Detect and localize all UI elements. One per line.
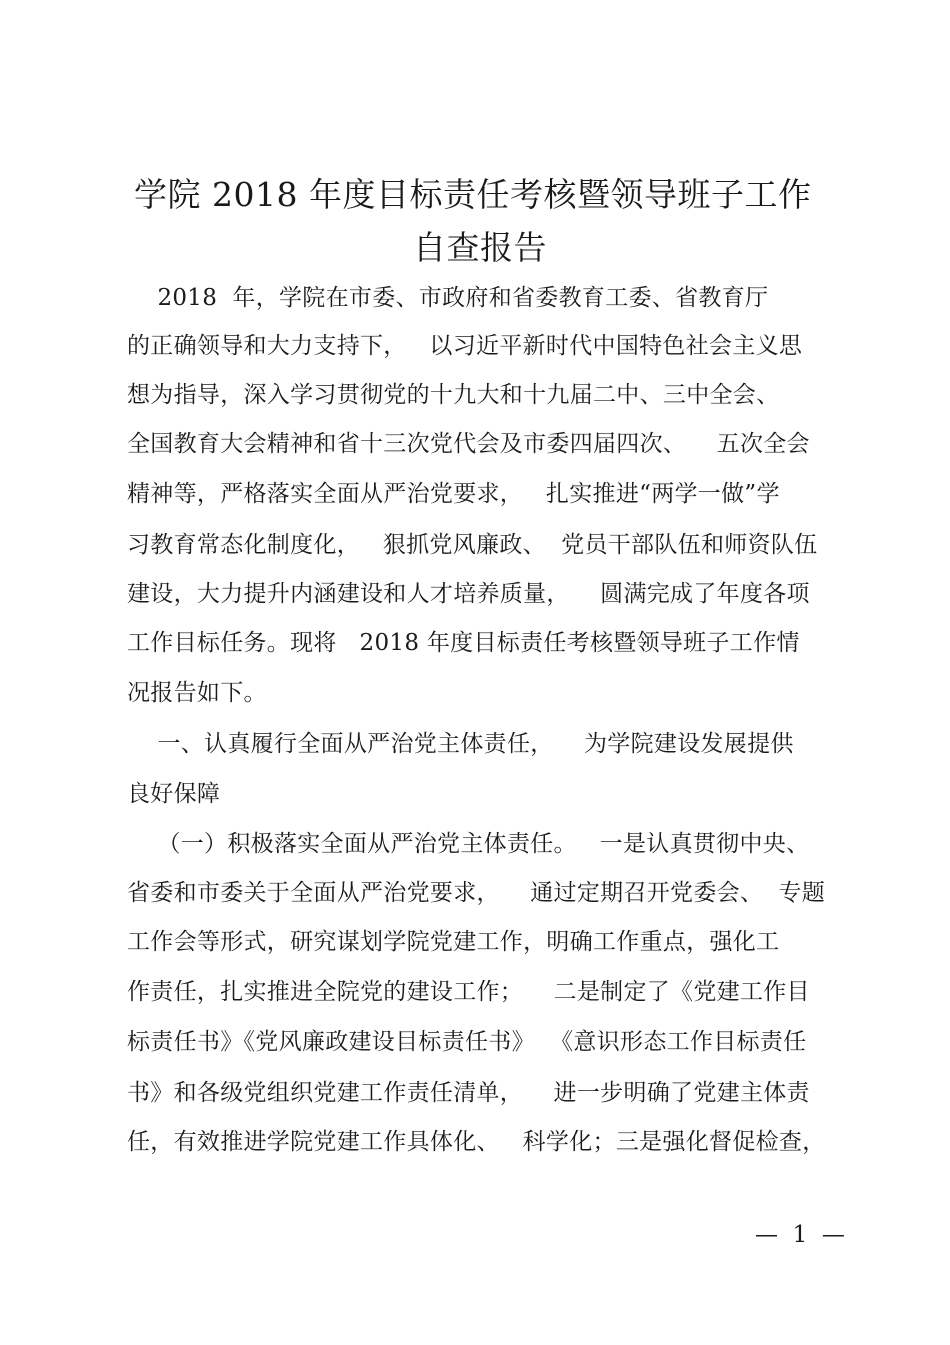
body-line: 书》和各级党组织党建工作责任清单， 进一步明确了党建主体责	[127, 1080, 810, 1106]
body-line: 的正确领导和大力支持下， 以习近平新时代中国特色社会主义思	[127, 333, 803, 359]
document-title-line-1: 学院 2018 年度目标责任考核暨领导班子工作	[134, 175, 812, 214]
body-line: 况报告如下。	[127, 680, 267, 706]
body-line: 建设，大力提升内涵建设和人才培养质量， 圆满完成了年度各项	[127, 581, 810, 607]
page-number: — 1 —	[755, 1222, 845, 1248]
body-line: 全国教育大会精神和省十三次党代会及市委四届四次、 五次全会	[127, 431, 810, 457]
body-line: 省委和市委关于全面从严治党要求， 通过定期召开党委会、 专题	[127, 880, 826, 906]
section-heading-line: 良好保障	[127, 781, 221, 807]
body-line: 标责任书》《党风廉政建设目标责任书》 《意识形态工作目标责任	[127, 1029, 807, 1055]
body-line: 习教育常态化制度化， 狠抓党风廉政、 党员干部队伍和师资队伍	[127, 532, 818, 558]
body-line: 工作会等形式，研究谋划学院党建工作，明确工作重点，强化工	[127, 929, 780, 955]
section-heading-line: 一、认真履行全面从严治党主体责任， 为学院建设发展提供	[127, 731, 794, 757]
body-line: 想为指导，深入学习贯彻党的十九大和十九届二中、三中全会、	[127, 382, 780, 408]
document-title-line-2: 自查报告	[413, 228, 547, 267]
body-line: 2018 年，学院在市委、市政府和省委教育工委、省教育厅	[127, 285, 769, 311]
body-line: （一）积极落实全面从严治党主体责任。 一是认真贯彻中央、	[127, 831, 810, 857]
body-line: 作责任，扎实推进全院党的建设工作； 二是制定了《党建工作目	[127, 979, 810, 1005]
body-line: 工作目标任务。现将 2018 年度目标责任考核暨领导班子工作情	[127, 630, 800, 656]
body-line: 任，有效推进学院党建工作具体化、 科学化；三是强化督促检查，	[127, 1129, 826, 1155]
body-line: 精神等，严格落实全面从严治党要求， 扎实推进“两学一做”学	[127, 481, 780, 507]
